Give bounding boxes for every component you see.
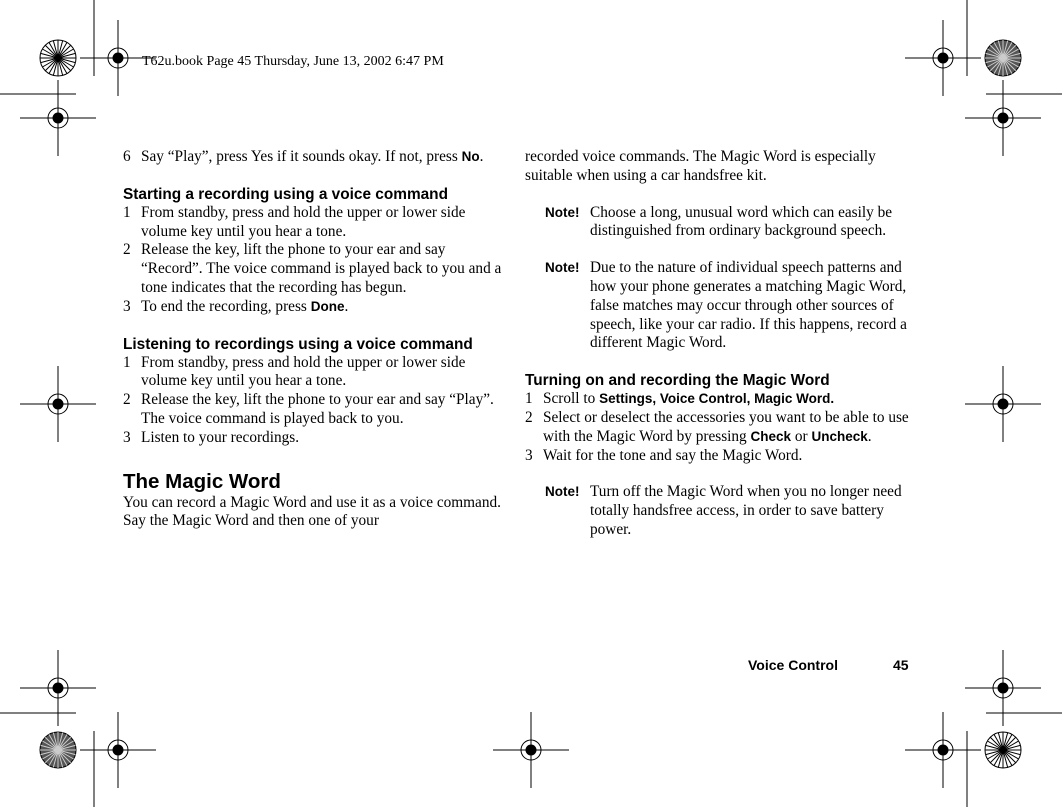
registration-mark [965, 366, 1041, 442]
list-item [123, 391, 508, 429]
registration-mark [20, 650, 96, 726]
list-item [123, 354, 508, 392]
step-number: 1 [123, 353, 131, 371]
note-text: Choose a long, unusual word which can easily be distinguished from ordinary background speech. [590, 203, 893, 240]
color-starburst-mark [985, 40, 1021, 76]
step-text: From standby, press and hold the upper or lower side volume key until you hear a tone. [141, 353, 466, 390]
registration-mark [20, 80, 96, 156]
magic-word-intro: You can record a Magic Word and use it as a voice command. Say the Magic Word and then one of your [123, 493, 501, 530]
registration-mark [965, 80, 1041, 156]
list-item [123, 204, 508, 242]
page-number: 45 [893, 657, 909, 673]
note-3 [525, 483, 915, 539]
registration-mark [20, 366, 96, 442]
step-number: 2 [525, 408, 533, 426]
step-number: 3 [525, 446, 533, 464]
step-number: 6 [123, 148, 131, 165]
list-item [525, 447, 915, 466]
step-6 [123, 148, 508, 167]
step-text: Release the key, lift the phone to your ear and say “Play”. The voice command is played back to you. [141, 391, 494, 427]
step-text: Release the key, lift the phone to your ear and say “Record”. The voice command is played back to you and a tone indicates that the recording has begun. [141, 241, 502, 296]
note-label: Note! [545, 204, 580, 220]
step-number: 3 [123, 428, 131, 446]
keyword-menu-path: Settings, Voice Control, Magic Word. [599, 391, 835, 407]
right-column [525, 148, 915, 540]
note-label: Note! [545, 484, 580, 500]
color-starburst-mark [40, 40, 76, 76]
step-number: 1 [525, 390, 533, 408]
step-text-or: or [791, 427, 812, 445]
keyword-check: Check [750, 428, 792, 444]
registration-mark [965, 650, 1041, 726]
step-text: Wait for the tone and say the Magic Word. [543, 446, 803, 464]
section-heading-turning-on-magic-word: Turning on and recording the Magic Word [525, 372, 830, 390]
note-1 [525, 204, 915, 242]
registration-mark [493, 712, 569, 788]
step-text: Select or deselect the accessories you want to be able to use with the Magic Word by pressing [543, 408, 909, 445]
list-item [525, 390, 915, 409]
footer-chapter-title: Voice Control [748, 657, 838, 673]
punctuation: . [479, 148, 484, 165]
note-2 [525, 259, 915, 353]
registration-mark [80, 712, 156, 788]
registration-mark [905, 20, 981, 96]
list-item [525, 409, 915, 447]
step-number: 2 [123, 391, 131, 409]
keyword-uncheck: Uncheck [811, 428, 868, 444]
note-text: Due to the nature of individual speech patterns and how your phone generates a matching Magic Word, false matches may occur through other sources of speech, like your car radio. If this happens, record a different Magic Word. [590, 259, 907, 352]
step-text: From standby, press and hold the upper or lower side volume key until you hear a tone. [141, 203, 466, 240]
step-text: Scroll to [543, 390, 600, 408]
list-item [123, 429, 508, 448]
list-item [123, 298, 508, 317]
step-text: To end the recording, press [141, 297, 311, 315]
section-heading-starting-recording: Starting a recording using a voice command [123, 185, 448, 203]
keyword-no: No [461, 149, 480, 164]
registration-mark [905, 712, 981, 788]
step-text: Say “Play”, press Yes if it sounds okay. If not, press [141, 148, 462, 165]
punctuation: . [867, 427, 872, 445]
color-starburst-mark [40, 732, 76, 768]
magic-word-heading: The Magic Word [123, 469, 281, 493]
note-label: Note! [545, 260, 580, 276]
punctuation: . [344, 297, 349, 315]
step-text: Listen to your recordings. [141, 428, 300, 446]
step-number: 3 [123, 297, 131, 315]
list-item [123, 241, 508, 297]
print-info-header: T62u.book Page 45 Thursday, June 13, 2002 6:47 PM [142, 54, 444, 69]
step-number: 1 [123, 203, 131, 221]
note-text: Turn off the Magic Word when you no longer need totally handsfree access, in order to save battery power. [590, 483, 902, 538]
continued-paragraph: recorded voice commands. The Magic Word is especially suitable when using a car handsfree kit. [525, 148, 876, 184]
section-heading-listening-recordings: Listening to recordings using a voice command [123, 335, 473, 353]
left-column [123, 148, 508, 531]
keyword-done: Done [310, 298, 345, 314]
step-number: 2 [123, 241, 131, 259]
color-starburst-mark [985, 732, 1021, 768]
